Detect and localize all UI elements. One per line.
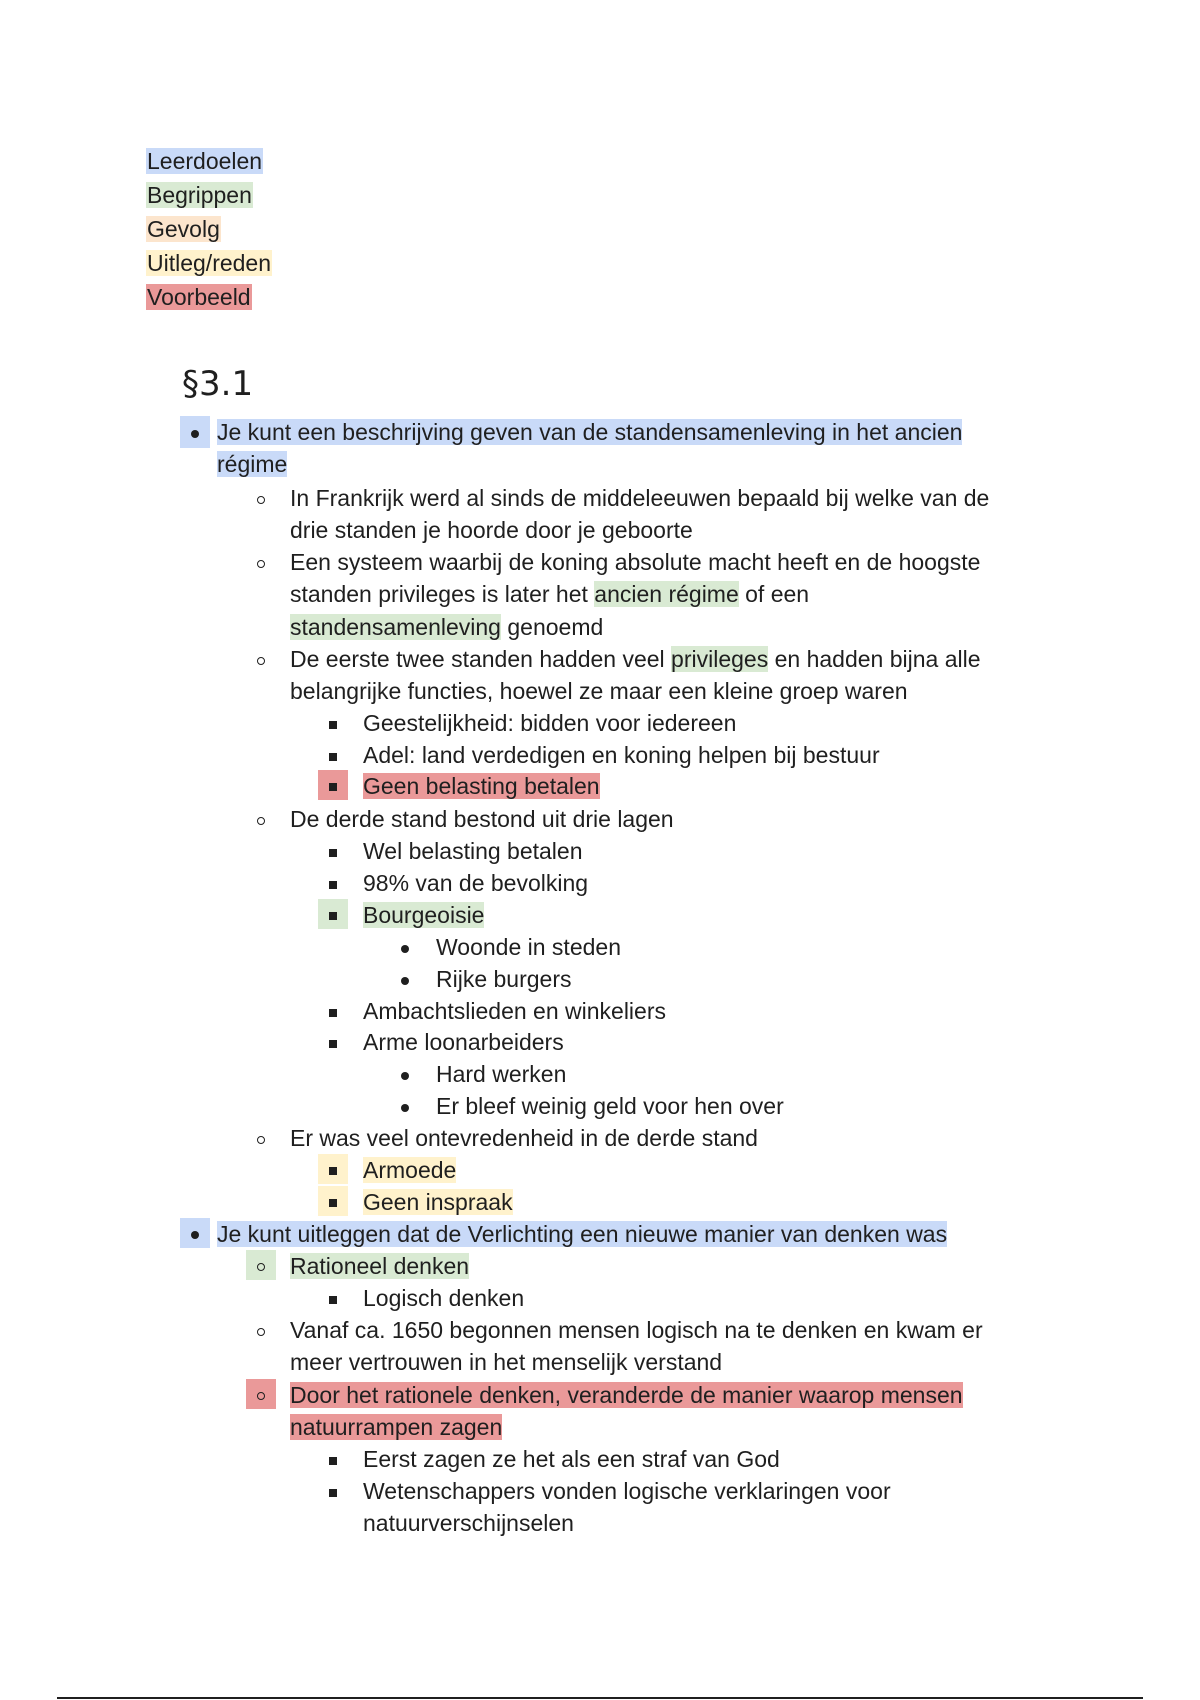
note-text: natuurverschijnselen [363,1510,574,1537]
bullet-square-icon [329,783,337,791]
legend-gevolg: Gevolg [147,216,220,242]
term-rationeel-denken: Rationeel denken [290,1253,470,1279]
bullet-dot-icon [401,945,409,953]
bullet-circle-icon [257,1328,265,1336]
reason-text: Armoede [363,1157,457,1183]
note-text: drie standen je hoorde door je geboorte [290,517,693,544]
bullet-dot-icon [401,1072,409,1080]
bullet-square-icon [329,1009,337,1017]
note-text: Hard werken [436,1061,567,1087]
bullet-dot-icon [401,977,409,985]
bullet-dot-icon [191,1231,199,1239]
bullet-circle-icon [257,817,265,825]
learning-goal: Je kunt een beschrijving geven van de standensamenleving in het ancien [217,419,963,445]
term-bourgeoisie: Bourgeoisie [363,902,485,928]
example-text: Geen belasting betalen [363,773,600,799]
bullet-square-icon [329,1167,337,1175]
example-text: Door het rationele denken, veranderde de manier waarop mensen [290,1382,963,1408]
learning-goal-cont: régime [217,451,288,478]
bullet-circle-icon [257,496,265,504]
color-legend [146,144,272,314]
note-text: Wel belasting betalen [363,838,583,864]
note-text: Geestelijkheid: bidden voor iedereen [363,710,737,736]
bullet-square-icon [329,849,337,857]
note-text: Wetenschappers vonden logische verklaringen voor [363,1478,891,1504]
note-text: Een systeem waarbij de koning absolute macht heeft en de hoogste [290,549,981,575]
bullet-square-icon [329,1296,337,1304]
term-privileges: privileges [671,646,769,672]
term-standensamenleving: standensamenleving [290,613,501,640]
bullet-circle-icon [257,1263,265,1271]
bullet-square-icon [329,881,337,889]
note-text: Adel: land verdedigen en koning helpen bij bestuur [363,742,880,768]
section-title: §3.1 [182,364,254,404]
note-text: Er bleef weinig geld voor hen over [436,1093,784,1119]
learning-goal: Je kunt uitleggen dat de Verlichting een nieuwe manier van denken was [217,1221,948,1247]
note-text: standen privileges is later het [290,581,595,608]
legend-voorbeeld: Voorbeeld [147,284,251,310]
example-text: natuurrampen zagen [290,1414,503,1441]
page-divider [57,1697,1143,1699]
note-text: Eerst zagen ze het als een straf van God [363,1446,780,1472]
note-text: Rijke burgers [436,966,572,992]
note-text: Arme loonarbeiders [363,1029,564,1055]
bullet-square-icon [329,1040,337,1048]
note-text: De eerste twee standen hadden veel [290,646,672,672]
note-text: en hadden bijna alle [768,646,981,672]
note-text: De derde stand bestond uit drie lagen [290,806,674,832]
bullet-circle-icon [257,1136,265,1144]
note-text: meer vertrouwen in het menselijk verstand [290,1349,723,1376]
bullet-circle-icon [257,1392,265,1400]
bullet-square-icon [329,721,337,729]
legend-uitleg: Uitleg/reden [147,250,272,276]
bullet-square-icon [329,1199,337,1207]
term-ancien-regime: ancien régime [594,581,739,608]
note-text: of een [738,581,810,608]
note-text: genoemd [500,613,604,640]
note-text: Ambachtslieden en winkeliers [363,998,666,1024]
bullet-square-icon [329,753,337,761]
bullet-square-icon [329,912,337,920]
bullet-circle-icon [257,560,265,568]
bullet-square-icon [329,1457,337,1465]
note-text: Er was veel ontevredenheid in de derde stand [290,1125,758,1151]
legend-leerdoelen: Leerdoelen [147,148,263,174]
note-text: 98% van de bevolking [363,870,589,896]
bullet-dot-icon [191,430,199,438]
note-text: Vanaf ca. 1650 begonnen mensen logisch na te denken en kwam er [290,1317,983,1343]
note-text: belangrijke functies, hoewel ze maar een kleine groep waren [290,678,908,705]
reason-text: Geen inspraak [363,1189,513,1215]
note-text: Woonde in steden [436,934,621,960]
note-text: In Frankrijk werd al sinds de middeleeuwen bepaald bij welke van de [290,485,990,511]
legend-begrippen: Begrippen [147,182,252,208]
note-text: Logisch denken [363,1285,525,1311]
bullet-dot-icon [401,1104,409,1112]
bullet-square-icon [329,1489,337,1497]
bullet-circle-icon [257,657,265,665]
